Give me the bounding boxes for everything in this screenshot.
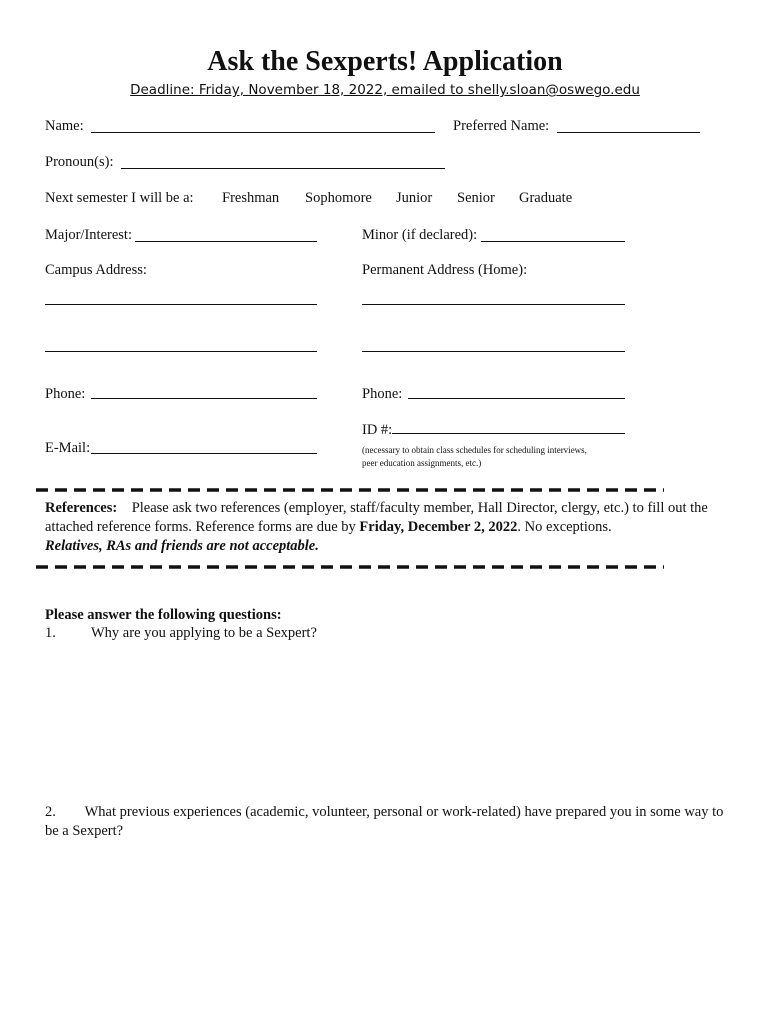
id-label: ID #: <box>362 422 393 438</box>
home-phone-label: Phone: <box>362 386 403 402</box>
campus-address-line-2[interactable] <box>45 351 317 352</box>
option-graduate[interactable]: Graduate <box>519 190 573 206</box>
references-warning: Relatives, RAs and friends are not acceptable. <box>45 538 319 554</box>
pronouns-field[interactable] <box>121 168 445 169</box>
option-freshman[interactable]: Freshman <box>222 190 280 206</box>
deadline-line: Deadline: Friday, November 18, 2022, emailed to shelly.sloan@oswego.edu <box>130 82 640 98</box>
id-note-line-1: (necessary to obtain class schedules for scheduling interviews, <box>362 445 587 455</box>
preferred-name-field[interactable] <box>557 132 700 133</box>
name-field[interactable] <box>91 132 435 133</box>
name-label: Name: <box>45 118 84 134</box>
page-title: Ask the Sexperts! Application <box>207 46 563 77</box>
answer-1-area[interactable] <box>45 648 725 788</box>
option-sophomore[interactable]: Sophomore <box>305 190 372 206</box>
permanent-address-line-2[interactable] <box>362 351 625 352</box>
option-senior[interactable]: Senior <box>457 190 495 206</box>
permanent-address-line-1[interactable] <box>362 304 625 305</box>
email-label: E-Mail: <box>45 440 91 456</box>
answer-2-area[interactable] <box>45 850 725 1000</box>
question-1-number: 1. <box>45 625 56 641</box>
campus-address-line-1[interactable] <box>45 304 317 305</box>
references-paragraph <box>45 499 735 556</box>
questions-heading: Please answer the following questions: <box>45 607 282 623</box>
minor-label: Minor (if declared): <box>362 227 478 243</box>
preferred-name-label: Preferred Name: <box>453 118 550 134</box>
question-2 <box>45 803 735 841</box>
option-junior[interactable]: Junior <box>396 190 433 206</box>
permanent-address-label: Permanent Address (Home): <box>362 262 528 278</box>
campus-address-label: Campus Address: <box>45 262 147 278</box>
dashed-divider-bottom <box>36 565 664 569</box>
question-1-text: Why are you applying to be a Sexpert? <box>91 625 317 641</box>
id-note-line-2: peer education assignments, etc.) <box>362 458 482 468</box>
major-field[interactable] <box>135 241 317 242</box>
references-due-date: Friday, December 2, 2022 <box>359 519 518 535</box>
pronouns-label: Pronoun(s): <box>45 154 114 170</box>
campus-phone-label: Phone: <box>45 386 86 402</box>
references-label: References: <box>45 500 118 516</box>
references-text-1: Please ask two references (employer, staff/faculty member, Hall Director, clergy, etc.) to fill out the attached reference forms. Reference forms are due by <box>45 500 708 535</box>
campus-phone-field[interactable] <box>91 398 317 399</box>
major-label: Major/Interest: <box>45 227 132 243</box>
id-field[interactable] <box>392 433 625 434</box>
dashed-divider-top <box>36 488 664 492</box>
references-text-2: . No exceptions. <box>517 519 612 535</box>
semester-label: Next semester I will be a: <box>45 190 194 206</box>
question-2-text: What previous experiences (academic, volunteer, personal or work-related) have prepared you in some way to be a Sexpert? <box>45 804 724 839</box>
minor-field[interactable] <box>481 241 625 242</box>
email-field[interactable] <box>91 453 317 454</box>
question-2-number: 2. <box>45 804 56 820</box>
id-note <box>362 444 662 470</box>
home-phone-field[interactable] <box>408 398 625 399</box>
